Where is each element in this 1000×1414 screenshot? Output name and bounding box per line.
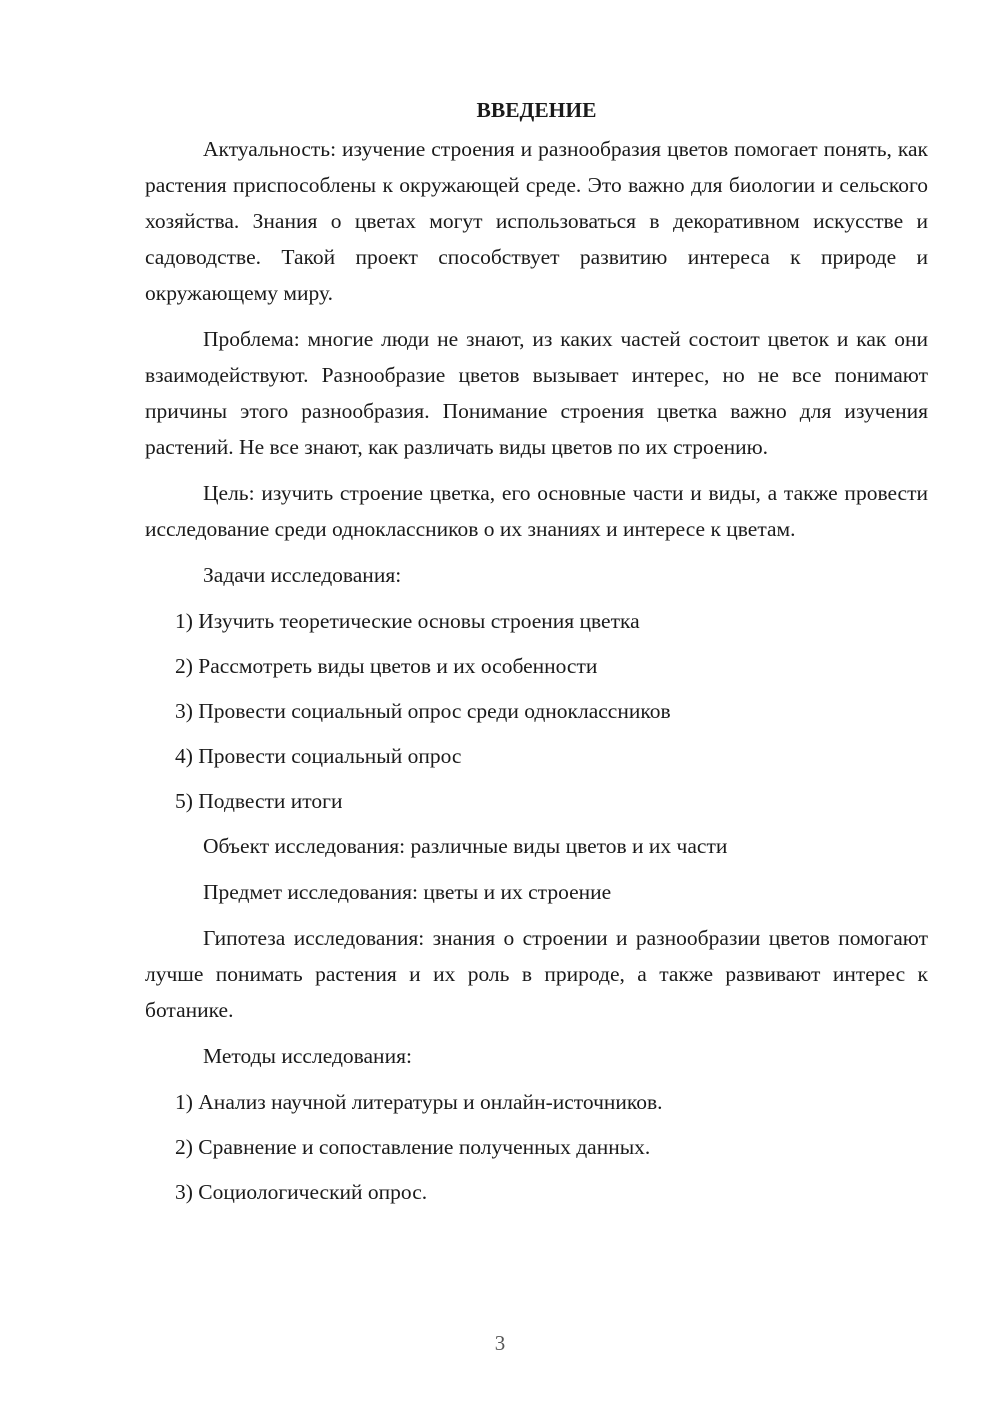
list-item: 1) Изучить теоретические основы строения цветка — [175, 609, 640, 633]
list-item: 2) Сравнение и сопоставление полученных данных. — [175, 1135, 651, 1159]
tasks-title: Задачи исследования: — [203, 563, 402, 587]
list-item: 2) Рассмотреть виды цветов и их особенности — [175, 654, 598, 678]
list-item: 1) Анализ научной литературы и онлайн-источников. — [175, 1090, 663, 1114]
section-heading: ВВЕДЕНИЕ — [476, 98, 597, 122]
relevance-paragraph: Актуальность: изучение строения и разнообразия цветов помогает понять, как растения приспособлены к окружающей среде. Это важно для биологии и сельского хозяйства. Знания о цветах могут использоваться в декоративном искусстве и садоводстве. Такой проект способствует развитию интереса к природе и окружающему миру. — [145, 137, 928, 305]
tasks-list — [145, 603, 928, 819]
list-item: 5) Подвести итоги — [175, 789, 343, 813]
subject-line: Предмет исследования: цветы и их строение — [203, 880, 612, 904]
object-line: Объект исследования: различные виды цветов и их части — [203, 834, 728, 858]
document-body — [145, 95, 928, 1219]
problem-paragraph: Проблема: многие люди не знают, из каких частей состоит цветок и как они взаимодействуют. Разнообразие цветов вызывает интерес, но не все понимают причины этого разнообразия. Понимание строения цветка важно для изучения растений. Не все знают, как различать виды цветов по их строению. — [145, 327, 928, 459]
methods-title: Методы исследования: — [203, 1044, 412, 1068]
methods-list — [145, 1084, 928, 1210]
list-item: 3) Провести социальный опрос среди одноклассников — [175, 699, 671, 723]
list-item: 4) Провести социальный опрос — [175, 744, 462, 768]
goal-paragraph: Цель: изучить строение цветка, его основные части и виды, а также провести исследование среди одноклассников о их знаниях и интересе к цветам. — [145, 481, 928, 541]
hypothesis-paragraph: Гипотеза исследования: знания о строении и разнообразии цветов помогают лучше понимать растения и их роль в природе, а также развивают интерес к ботанике. — [145, 926, 928, 1022]
list-item: 3) Социологический опрос. — [175, 1180, 428, 1204]
page-number: 3 — [494, 1331, 506, 1355]
